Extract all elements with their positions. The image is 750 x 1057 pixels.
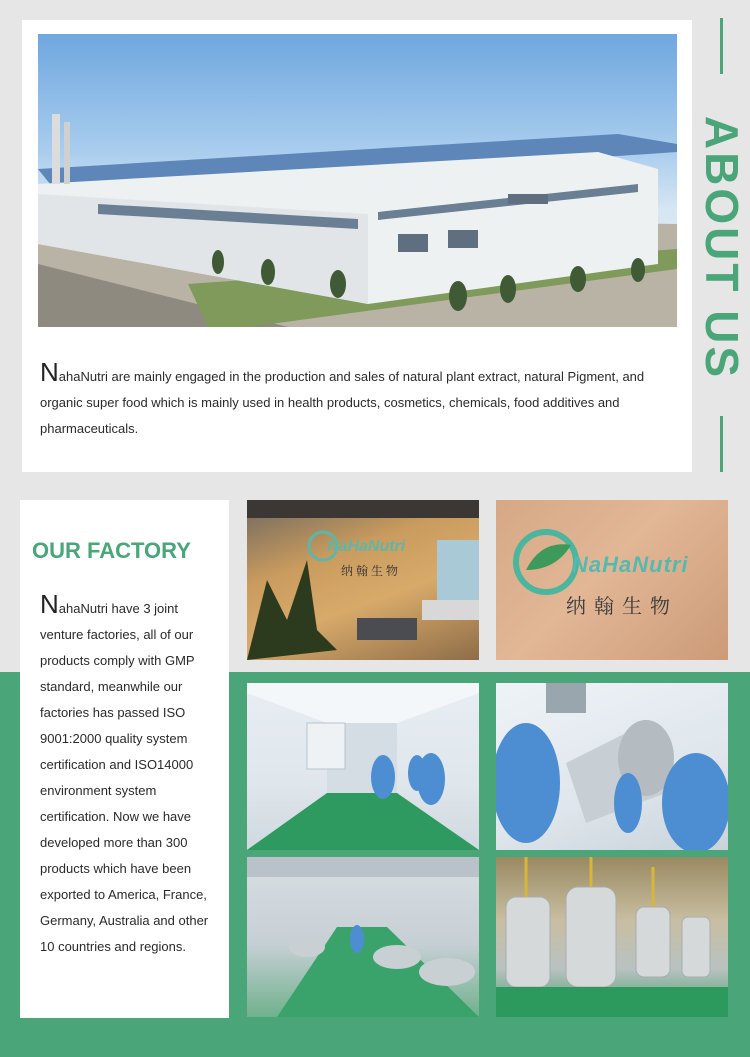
factory-heading: OUR FACTORY	[32, 538, 191, 563]
factory-text: ahaNutri have 3 joint venture factories, all of our products comply with GMP standard, meanwhile our factories has passed ISO 9001:2000 quality system certification and ISO14000 environment system certification. Now we have developed more than 300 products which have been exported to America, France, Germany, Australia and other 10 countries and regions.	[40, 601, 209, 954]
divider-line-bottom	[720, 416, 723, 472]
production-floor-photo	[247, 857, 479, 1017]
cleanroom-corridor-photo	[247, 683, 479, 850]
logo-wall-photo	[496, 500, 728, 660]
lobby-logo-chinese: 纳翰生物	[341, 564, 402, 578]
about-us-heading: ABOUT US	[696, 115, 748, 381]
about-description	[40, 357, 660, 442]
factory-description	[40, 589, 220, 960]
about-text: ahaNutri are mainly engaged in the production and sales of natural plant extract, natural Pigment, and organic super food which is mainly used in health products, cosmetics, chemicals, food additives and pharmaceuticals.	[40, 369, 645, 436]
mixing-machine-photo	[496, 683, 728, 850]
factory-building-photo	[38, 34, 677, 327]
about-us-side-label	[697, 12, 747, 482]
factory-dropcap: N	[40, 589, 59, 619]
divider-line-top	[720, 18, 723, 74]
about-dropcap: N	[40, 357, 59, 387]
wall-logo-chinese: 纳翰生物	[566, 596, 678, 618]
lobby-photo	[247, 500, 479, 660]
extraction-tanks-photo	[496, 857, 728, 1017]
about-card	[22, 20, 692, 472]
wall-logo-text: NaHaNutri	[572, 552, 689, 577]
lobby-logo-text: NaHaNutri	[327, 538, 406, 555]
factory-card	[20, 500, 229, 1018]
